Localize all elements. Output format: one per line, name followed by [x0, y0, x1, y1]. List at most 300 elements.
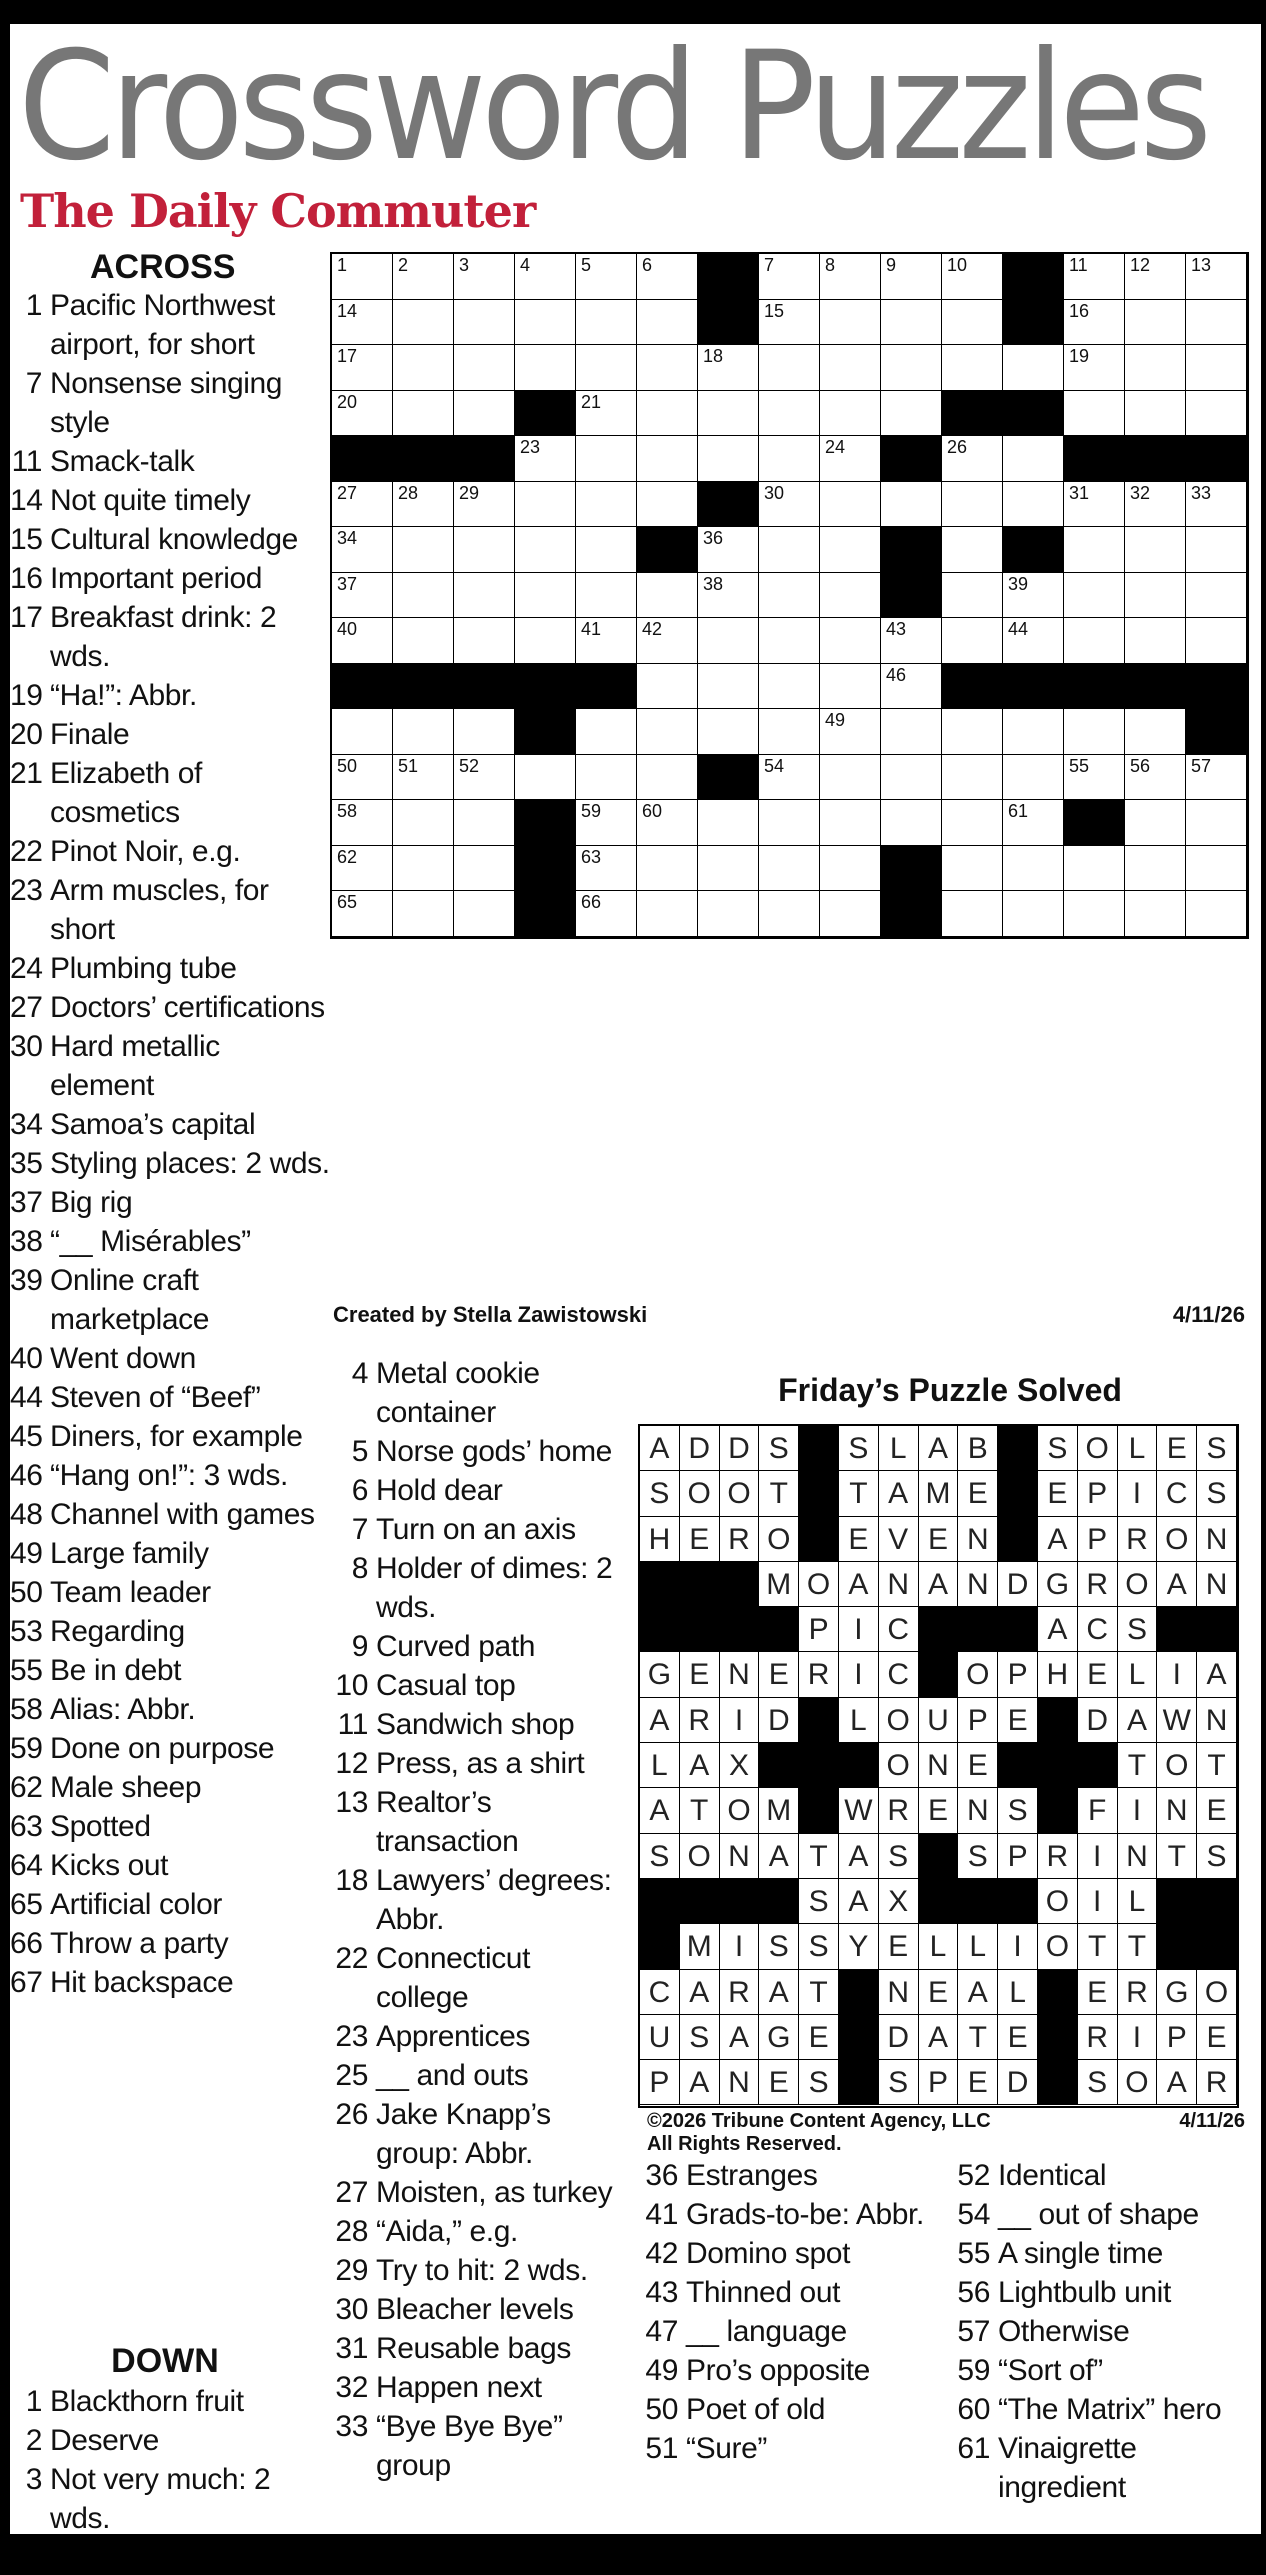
- grid-cell[interactable]: [1125, 254, 1186, 300]
- black-square: [698, 300, 759, 346]
- clue-number: 59: [10, 1732, 43, 1765]
- grid-cell[interactable]: [1186, 391, 1247, 437]
- grid-cell[interactable]: [1125, 345, 1186, 391]
- solution-letter: E: [1197, 2015, 1237, 2060]
- clue-text: Artificial color: [50, 1888, 222, 1921]
- solution-letter: P: [919, 2060, 959, 2105]
- black-square: [881, 527, 942, 573]
- clue-number: 58: [10, 1693, 43, 1726]
- grid-cell[interactable]: [1125, 618, 1186, 664]
- grid-cell[interactable]: [1125, 709, 1186, 755]
- grid-cell[interactable]: [637, 254, 698, 300]
- clue-number: 34: [10, 1108, 43, 1141]
- clue-text: “Sure”: [686, 2432, 767, 2465]
- solution-black-square: [919, 1652, 959, 1697]
- grid-cell[interactable]: [576, 391, 637, 437]
- grid-cell[interactable]: [820, 664, 881, 710]
- grid-cell[interactable]: [454, 527, 515, 573]
- grid-cell[interactable]: [332, 891, 393, 937]
- down-clue: [638, 2156, 948, 2195]
- black-square: [1003, 254, 1064, 300]
- grid-cell[interactable]: [942, 755, 1003, 801]
- grid-cell[interactable]: [576, 755, 637, 801]
- solution-letter: N: [958, 1562, 998, 1607]
- grid-cell[interactable]: [637, 846, 698, 892]
- grid-cell[interactable]: [576, 709, 637, 755]
- grid-cell[interactable]: [1064, 846, 1125, 892]
- grid-cell[interactable]: [820, 709, 881, 755]
- clue-text: Deserve: [50, 2424, 159, 2457]
- solution-letter: A: [1038, 1607, 1078, 1652]
- grid-cell[interactable]: [454, 709, 515, 755]
- grid-cell[interactable]: [576, 573, 637, 619]
- grid-cell[interactable]: [332, 755, 393, 801]
- grid-cell[interactable]: [820, 482, 881, 528]
- grid-cell[interactable]: [454, 618, 515, 664]
- grid-cell[interactable]: [515, 527, 576, 573]
- grid-cell[interactable]: [881, 391, 942, 437]
- solution-letter: E: [919, 1970, 959, 2015]
- grid-cell[interactable]: [1125, 846, 1186, 892]
- grid-cell[interactable]: [576, 300, 637, 346]
- black-square: [881, 891, 942, 937]
- clue-number: 49: [645, 2354, 678, 2387]
- grid-cell[interactable]: [1186, 482, 1247, 528]
- grid-cell[interactable]: [820, 254, 881, 300]
- across-clue-list: [10, 286, 330, 2002]
- grid-cell[interactable]: [820, 618, 881, 664]
- grid-cell[interactable]: [698, 527, 759, 573]
- grid-cell[interactable]: [1003, 891, 1064, 937]
- black-square: [1064, 436, 1125, 482]
- cell-number: 39: [1008, 573, 1029, 594]
- grid-cell[interactable]: [820, 891, 881, 937]
- grid-cell[interactable]: [637, 436, 698, 482]
- grid-cell[interactable]: [881, 800, 942, 846]
- grid-cell[interactable]: [1003, 345, 1064, 391]
- grid-cell[interactable]: [942, 709, 1003, 755]
- grid-cell[interactable]: [576, 618, 637, 664]
- cell-number: 24: [825, 437, 846, 457]
- grid-cell[interactable]: [515, 345, 576, 391]
- grid-cell[interactable]: [1064, 618, 1125, 664]
- grid-cell[interactable]: [1064, 527, 1125, 573]
- grid-cell[interactable]: [332, 482, 393, 528]
- grid-cell[interactable]: [1125, 527, 1186, 573]
- solution-black-square: [799, 1517, 839, 1562]
- grid-cell[interactable]: [1064, 755, 1125, 801]
- solution-letter: O: [1078, 1426, 1118, 1471]
- grid-cell[interactable]: [942, 618, 1003, 664]
- clue-text: Blackthorn fruit: [50, 2385, 244, 2418]
- down-clue: [950, 2312, 1260, 2351]
- across-clue: [10, 1456, 330, 1495]
- grid-cell[interactable]: [454, 300, 515, 346]
- grid-cell[interactable]: [820, 800, 881, 846]
- grid-cell[interactable]: [1064, 482, 1125, 528]
- grid-cell[interactable]: [1125, 391, 1186, 437]
- cell-number: 26: [947, 437, 968, 457]
- solution-black-square: [720, 1879, 760, 1924]
- grid-cell[interactable]: [1003, 709, 1064, 755]
- grid-cell[interactable]: [1186, 254, 1247, 300]
- solution-black-square: [1038, 2015, 1078, 2060]
- grid-cell[interactable]: [820, 846, 881, 892]
- grid-cell[interactable]: [759, 709, 820, 755]
- grid-cell[interactable]: [637, 664, 698, 710]
- grid-cell[interactable]: [393, 755, 454, 801]
- solution-letter: G: [759, 2015, 799, 2060]
- cell-number: 54: [764, 755, 785, 776]
- grid-cell[interactable]: [698, 345, 759, 391]
- grid-cell[interactable]: [332, 573, 393, 619]
- clue-number: 56: [957, 2276, 990, 2309]
- grid-cell[interactable]: [332, 345, 393, 391]
- solution-letter: N: [1197, 1517, 1237, 1562]
- grid-cell[interactable]: [393, 800, 454, 846]
- cell-number: 37: [337, 573, 358, 594]
- grid-cell[interactable]: [759, 664, 820, 710]
- solution-letter: O: [680, 1471, 720, 1516]
- solution-letter: S: [1038, 1426, 1078, 1471]
- solution-letter: L: [1118, 1652, 1158, 1697]
- solution-black-square: [680, 1607, 720, 1652]
- grid-cell[interactable]: [1003, 436, 1064, 482]
- grid-cell[interactable]: [1186, 573, 1247, 619]
- grid-cell[interactable]: [332, 300, 393, 346]
- grid-cell[interactable]: [637, 891, 698, 937]
- solution-letter: R: [720, 1517, 760, 1562]
- solution-letter: H: [640, 1517, 680, 1562]
- grid-cell[interactable]: [332, 391, 393, 437]
- grid-cell[interactable]: [1125, 300, 1186, 346]
- solution-black-square: [640, 1879, 680, 1924]
- solution-letter: S: [799, 1924, 839, 1969]
- solution-letter: E: [1038, 1471, 1078, 1516]
- grid-cell[interactable]: [515, 573, 576, 619]
- solution-letter: S: [879, 1834, 919, 1879]
- solution-letter: S: [1197, 1471, 1237, 1516]
- clue-number: 30: [10, 1030, 43, 1063]
- grid-cell[interactable]: [393, 573, 454, 619]
- grid-cell[interactable]: [881, 254, 942, 300]
- grid-cell[interactable]: [454, 345, 515, 391]
- grid-cell[interactable]: [698, 573, 759, 619]
- grid-cell[interactable]: [515, 300, 576, 346]
- solution-black-square: [1197, 1879, 1237, 1924]
- grid-cell[interactable]: [759, 846, 820, 892]
- grid-cell[interactable]: [1125, 755, 1186, 801]
- cell-number: 29: [459, 482, 480, 503]
- grid-cell[interactable]: [637, 482, 698, 528]
- grid-cell[interactable]: [942, 254, 1003, 300]
- grid-cell[interactable]: [1186, 300, 1247, 346]
- black-square: [515, 846, 576, 892]
- grid-cell[interactable]: [942, 436, 1003, 482]
- grid-cell[interactable]: [1125, 482, 1186, 528]
- grid-cell[interactable]: [454, 846, 515, 892]
- solution-letter: E: [839, 1517, 879, 1562]
- grid-cell[interactable]: [698, 846, 759, 892]
- grid-cell[interactable]: [1003, 846, 1064, 892]
- grid-cell[interactable]: [1186, 891, 1247, 937]
- down-clue: [328, 1510, 628, 1549]
- solution-letter: F: [1078, 1788, 1118, 1833]
- grid-cell[interactable]: [576, 891, 637, 937]
- solution-black-square: [1038, 1698, 1078, 1743]
- grid-cell[interactable]: [942, 846, 1003, 892]
- grid-cell[interactable]: [881, 755, 942, 801]
- grid-cell[interactable]: [576, 345, 637, 391]
- clue-text: Press, as a shirt: [376, 1747, 585, 1780]
- solution-letter: R: [1078, 1562, 1118, 1607]
- grid-cell[interactable]: [454, 254, 515, 300]
- grid-cell[interactable]: [942, 527, 1003, 573]
- grid-cell[interactable]: [332, 527, 393, 573]
- grid-cell[interactable]: [942, 891, 1003, 937]
- down-clue-list-2: [328, 1354, 628, 2485]
- grid-cell[interactable]: [393, 391, 454, 437]
- grid-cell[interactable]: [759, 527, 820, 573]
- grid-cell[interactable]: [576, 254, 637, 300]
- grid-cell[interactable]: [1186, 846, 1247, 892]
- grid-cell[interactable]: [881, 482, 942, 528]
- grid-cell[interactable]: [698, 391, 759, 437]
- solution-letter: I: [998, 1924, 1038, 1969]
- grid-cell[interactable]: [1186, 345, 1247, 391]
- solution-date: 4/11/26: [1179, 2110, 1245, 2132]
- grid-cell[interactable]: [820, 345, 881, 391]
- grid-cell[interactable]: [942, 800, 1003, 846]
- grid-cell[interactable]: [637, 573, 698, 619]
- grid-cell[interactable]: [637, 618, 698, 664]
- grid-cell[interactable]: [454, 573, 515, 619]
- solution-black-square: [1197, 1924, 1237, 1969]
- solution-black-square: [998, 1426, 1038, 1471]
- grid-cell[interactable]: [759, 345, 820, 391]
- grid-cell[interactable]: [637, 300, 698, 346]
- grid-cell[interactable]: [515, 755, 576, 801]
- grid-cell[interactable]: [1003, 800, 1064, 846]
- solution-letter: N: [879, 1970, 919, 2015]
- grid-cell[interactable]: [393, 300, 454, 346]
- grid-cell[interactable]: [393, 527, 454, 573]
- grid-cell[interactable]: [454, 800, 515, 846]
- solution-letter: S: [799, 2060, 839, 2105]
- solution-letter: D: [998, 2060, 1038, 2105]
- grid-cell[interactable]: [393, 618, 454, 664]
- grid-cell[interactable]: [637, 800, 698, 846]
- clue-text: Steven of “Beef”: [50, 1381, 261, 1414]
- clue-number: 52: [957, 2159, 990, 2192]
- grid-cell[interactable]: [698, 891, 759, 937]
- grid-cell[interactable]: [576, 527, 637, 573]
- grid-cell[interactable]: [1125, 573, 1186, 619]
- grid-cell[interactable]: [576, 482, 637, 528]
- grid-cell[interactable]: [942, 482, 1003, 528]
- solution-black-square: [1038, 1743, 1078, 1788]
- grid-cell[interactable]: [637, 709, 698, 755]
- cell-number: 12: [1130, 255, 1151, 275]
- grid-cell[interactable]: [698, 436, 759, 482]
- grid-cell[interactable]: [820, 755, 881, 801]
- solution-letter: O: [1157, 1517, 1197, 1562]
- solution-black-square: [1078, 1743, 1118, 1788]
- grid-cell[interactable]: [759, 436, 820, 482]
- clue-text: “Hang on!”: 3 wds.: [50, 1459, 288, 1492]
- clue-text: Male sheep: [50, 1771, 202, 1804]
- grid-cell[interactable]: [454, 891, 515, 937]
- down-clue-list-4: [950, 2156, 1260, 2507]
- grid-cell[interactable]: [759, 755, 820, 801]
- black-square: [698, 755, 759, 801]
- grid-cell[interactable]: [454, 482, 515, 528]
- grid-cell[interactable]: [759, 254, 820, 300]
- clue-number: 44: [10, 1381, 43, 1414]
- solution-letter: A: [1118, 1698, 1158, 1743]
- clue-number: 24: [10, 952, 43, 985]
- grid-cell[interactable]: [1003, 482, 1064, 528]
- cell-number: 57: [1191, 755, 1212, 776]
- grid-cell[interactable]: [637, 755, 698, 801]
- solution-letter: T: [839, 1471, 879, 1516]
- grid-cell[interactable]: [942, 573, 1003, 619]
- grid-cell[interactable]: [332, 800, 393, 846]
- grid-cell[interactable]: [576, 436, 637, 482]
- clue-text: Breakfast drink: 2 wds.: [50, 601, 277, 673]
- grid-cell[interactable]: [1186, 527, 1247, 573]
- solution-letter: S: [640, 1471, 680, 1516]
- cell-number: 13: [1191, 255, 1212, 275]
- solution-letter: S: [839, 1426, 879, 1471]
- grid-cell[interactable]: [820, 573, 881, 619]
- grid-cell[interactable]: [454, 755, 515, 801]
- grid-cell[interactable]: [881, 345, 942, 391]
- clue-number: 8: [351, 1552, 368, 1585]
- grid-cell[interactable]: [820, 436, 881, 482]
- down-clue-list-3: [638, 2156, 948, 2468]
- across-clue: [10, 1222, 330, 1261]
- cell-number: 14: [337, 300, 358, 321]
- cell-number: 63: [581, 846, 602, 867]
- grid-cell[interactable]: [637, 391, 698, 437]
- grid-cell[interactable]: [393, 891, 454, 937]
- grid-cell[interactable]: [332, 709, 393, 755]
- clue-text: Happen next: [376, 2371, 542, 2404]
- grid-cell[interactable]: [332, 618, 393, 664]
- down-clue: [328, 1939, 628, 2017]
- solution-black-square: [919, 1879, 959, 1924]
- grid-cell[interactable]: [393, 846, 454, 892]
- grid-cell[interactable]: [1064, 573, 1125, 619]
- grid-cell[interactable]: [759, 573, 820, 619]
- clue-text: Poet of old: [686, 2393, 826, 2426]
- grid-cell[interactable]: [1125, 800, 1186, 846]
- grid-cell[interactable]: [515, 618, 576, 664]
- grid-cell[interactable]: [1064, 254, 1125, 300]
- grid-cell[interactable]: [820, 527, 881, 573]
- clue-number: 38: [10, 1225, 43, 1258]
- solution-letter: L: [1118, 1879, 1158, 1924]
- grid-cell[interactable]: [454, 391, 515, 437]
- grid-cell[interactable]: [820, 391, 881, 437]
- grid-cell[interactable]: [332, 846, 393, 892]
- grid-cell[interactable]: [393, 254, 454, 300]
- grid-cell[interactable]: [881, 300, 942, 346]
- grid-cell[interactable]: [637, 345, 698, 391]
- across-clue: [10, 1534, 330, 1573]
- grid-cell[interactable]: [515, 436, 576, 482]
- grid-cell[interactable]: [942, 345, 1003, 391]
- solution-letter: A: [680, 1743, 720, 1788]
- cell-number: 10: [947, 255, 968, 275]
- grid-cell[interactable]: [393, 345, 454, 391]
- grid-cell[interactable]: [393, 709, 454, 755]
- grid-cell[interactable]: [1003, 573, 1064, 619]
- grid-cell[interactable]: [698, 800, 759, 846]
- grid-cell[interactable]: [881, 664, 942, 710]
- grid-cell[interactable]: [1064, 345, 1125, 391]
- grid-cell[interactable]: [698, 618, 759, 664]
- clue-number: 10: [335, 1669, 368, 1702]
- grid-cell[interactable]: [1186, 800, 1247, 846]
- grid-cell[interactable]: [1003, 618, 1064, 664]
- down-heading: DOWN: [111, 2342, 219, 2380]
- grid-cell[interactable]: [698, 664, 759, 710]
- grid-cell[interactable]: [881, 709, 942, 755]
- grid-cell[interactable]: [759, 391, 820, 437]
- solution-letter: L: [998, 1970, 1038, 2015]
- grid-cell[interactable]: [881, 618, 942, 664]
- solution-black-square: [998, 1517, 1038, 1562]
- grid-cell[interactable]: [698, 709, 759, 755]
- clue-text: Online craft marketplace: [50, 1264, 210, 1336]
- grid-cell[interactable]: [820, 300, 881, 346]
- crossword-grid[interactable]: [330, 252, 1249, 939]
- grid-cell[interactable]: [576, 846, 637, 892]
- clue-number: 23: [10, 874, 43, 907]
- grid-cell[interactable]: [1186, 755, 1247, 801]
- grid-cell[interactable]: [332, 254, 393, 300]
- grid-cell[interactable]: [1064, 709, 1125, 755]
- across-clue: [10, 1495, 330, 1534]
- grid-cell[interactable]: [759, 891, 820, 937]
- across-clue: [10, 871, 330, 949]
- black-square: [1186, 709, 1247, 755]
- grid-cell[interactable]: [1064, 300, 1125, 346]
- grid-cell[interactable]: [759, 800, 820, 846]
- grid-cell[interactable]: [515, 254, 576, 300]
- grid-cell[interactable]: [1125, 891, 1186, 937]
- grid-cell[interactable]: [759, 618, 820, 664]
- grid-cell[interactable]: [1003, 755, 1064, 801]
- solution-black-square: [919, 1834, 959, 1879]
- solution-letter: G: [1157, 1970, 1197, 2015]
- solution-letter: L: [839, 1698, 879, 1743]
- grid-cell[interactable]: [576, 800, 637, 846]
- grid-cell[interactable]: [942, 300, 1003, 346]
- clue-text: Regarding: [50, 1615, 185, 1648]
- down-clue: [328, 2017, 628, 2056]
- grid-cell[interactable]: [1064, 891, 1125, 937]
- solution-letter: O: [1118, 1562, 1158, 1607]
- grid-cell[interactable]: [393, 482, 454, 528]
- grid-cell[interactable]: [759, 482, 820, 528]
- grid-cell[interactable]: [759, 300, 820, 346]
- grid-cell[interactable]: [515, 482, 576, 528]
- grid-cell[interactable]: [1186, 618, 1247, 664]
- grid-cell[interactable]: [1064, 391, 1125, 437]
